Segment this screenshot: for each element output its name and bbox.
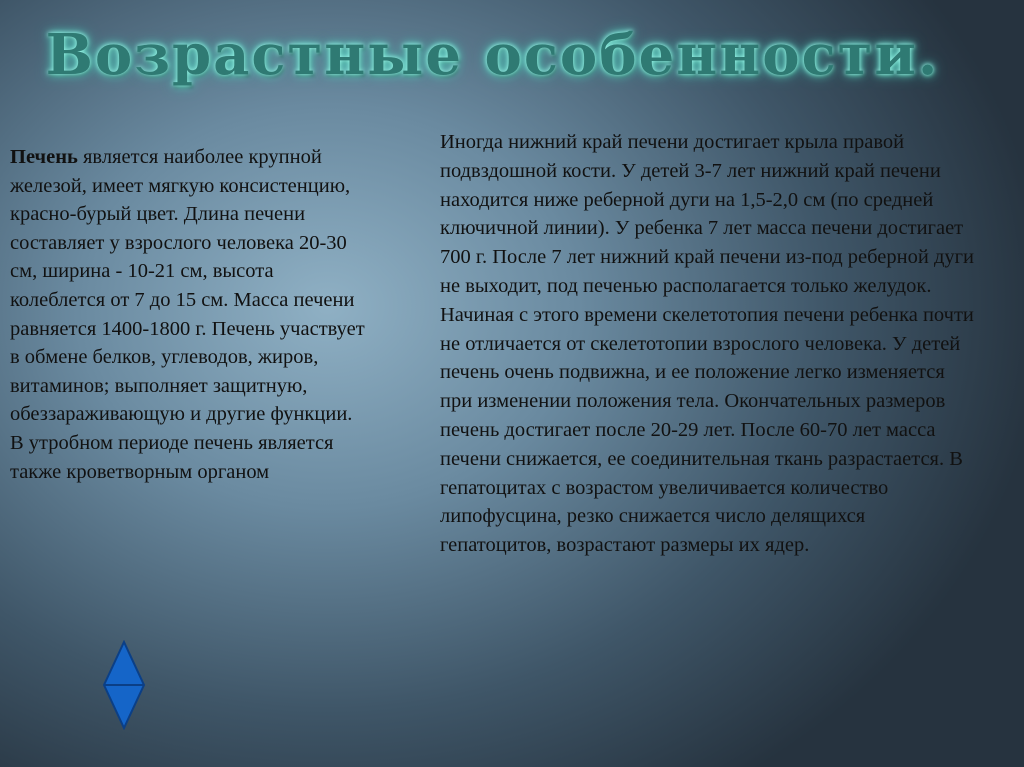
left-body-text: является наиболее крупной железой, имеет мягкую консистенцию, красно-бурый цвет. Длина печени составляет у взрослого человека 20-30 см, ширина - 10-21 см, высота колеблется от 7 до 15 см. Масса печени равняется 1400-1800 г. Печень участвует в обмене белков, углеводов, жиров, витаминов; выполняет защитную, обеззараживающую и другие функции. В утробном периоде печень является также кроветворным органом	[10, 146, 365, 483]
slide-title: Возрастные особенности.	[45, 22, 940, 88]
left-text-block	[10, 143, 370, 486]
blue-diamond-icon	[102, 640, 146, 730]
left-lead-term: Печень	[10, 146, 78, 168]
right-body-text: Иногда нижний край печени достигает крыла правой подвздошной кости. У детей 3-7 лет нижний край печени находится ниже реберной дуги на 1,5-2,0 см (по средней ключичной линии). У ребенка 7 лет масса печени достигает 700 г. После 7 лет нижний край печени из-под реберной дуги не выходит, под печенью располагается только желудок. Начиная с этого времени скелетотопия печени ребенка почти не отличается от скелетотопии взрослого человека. У детей печень очень подвижна, и ее положение легко изменяется при изменении положения тела. Окончательных размеров печень достигает после 20-29 лет. После 60-70 лет масса печени снижается, ее соединительная ткань разрастается. В гепатоцитах с возрастом увеличивается количество липофусцина, резко снижается число делящихся гепатоцитов, возрастают размеры их ядер.	[440, 131, 975, 557]
